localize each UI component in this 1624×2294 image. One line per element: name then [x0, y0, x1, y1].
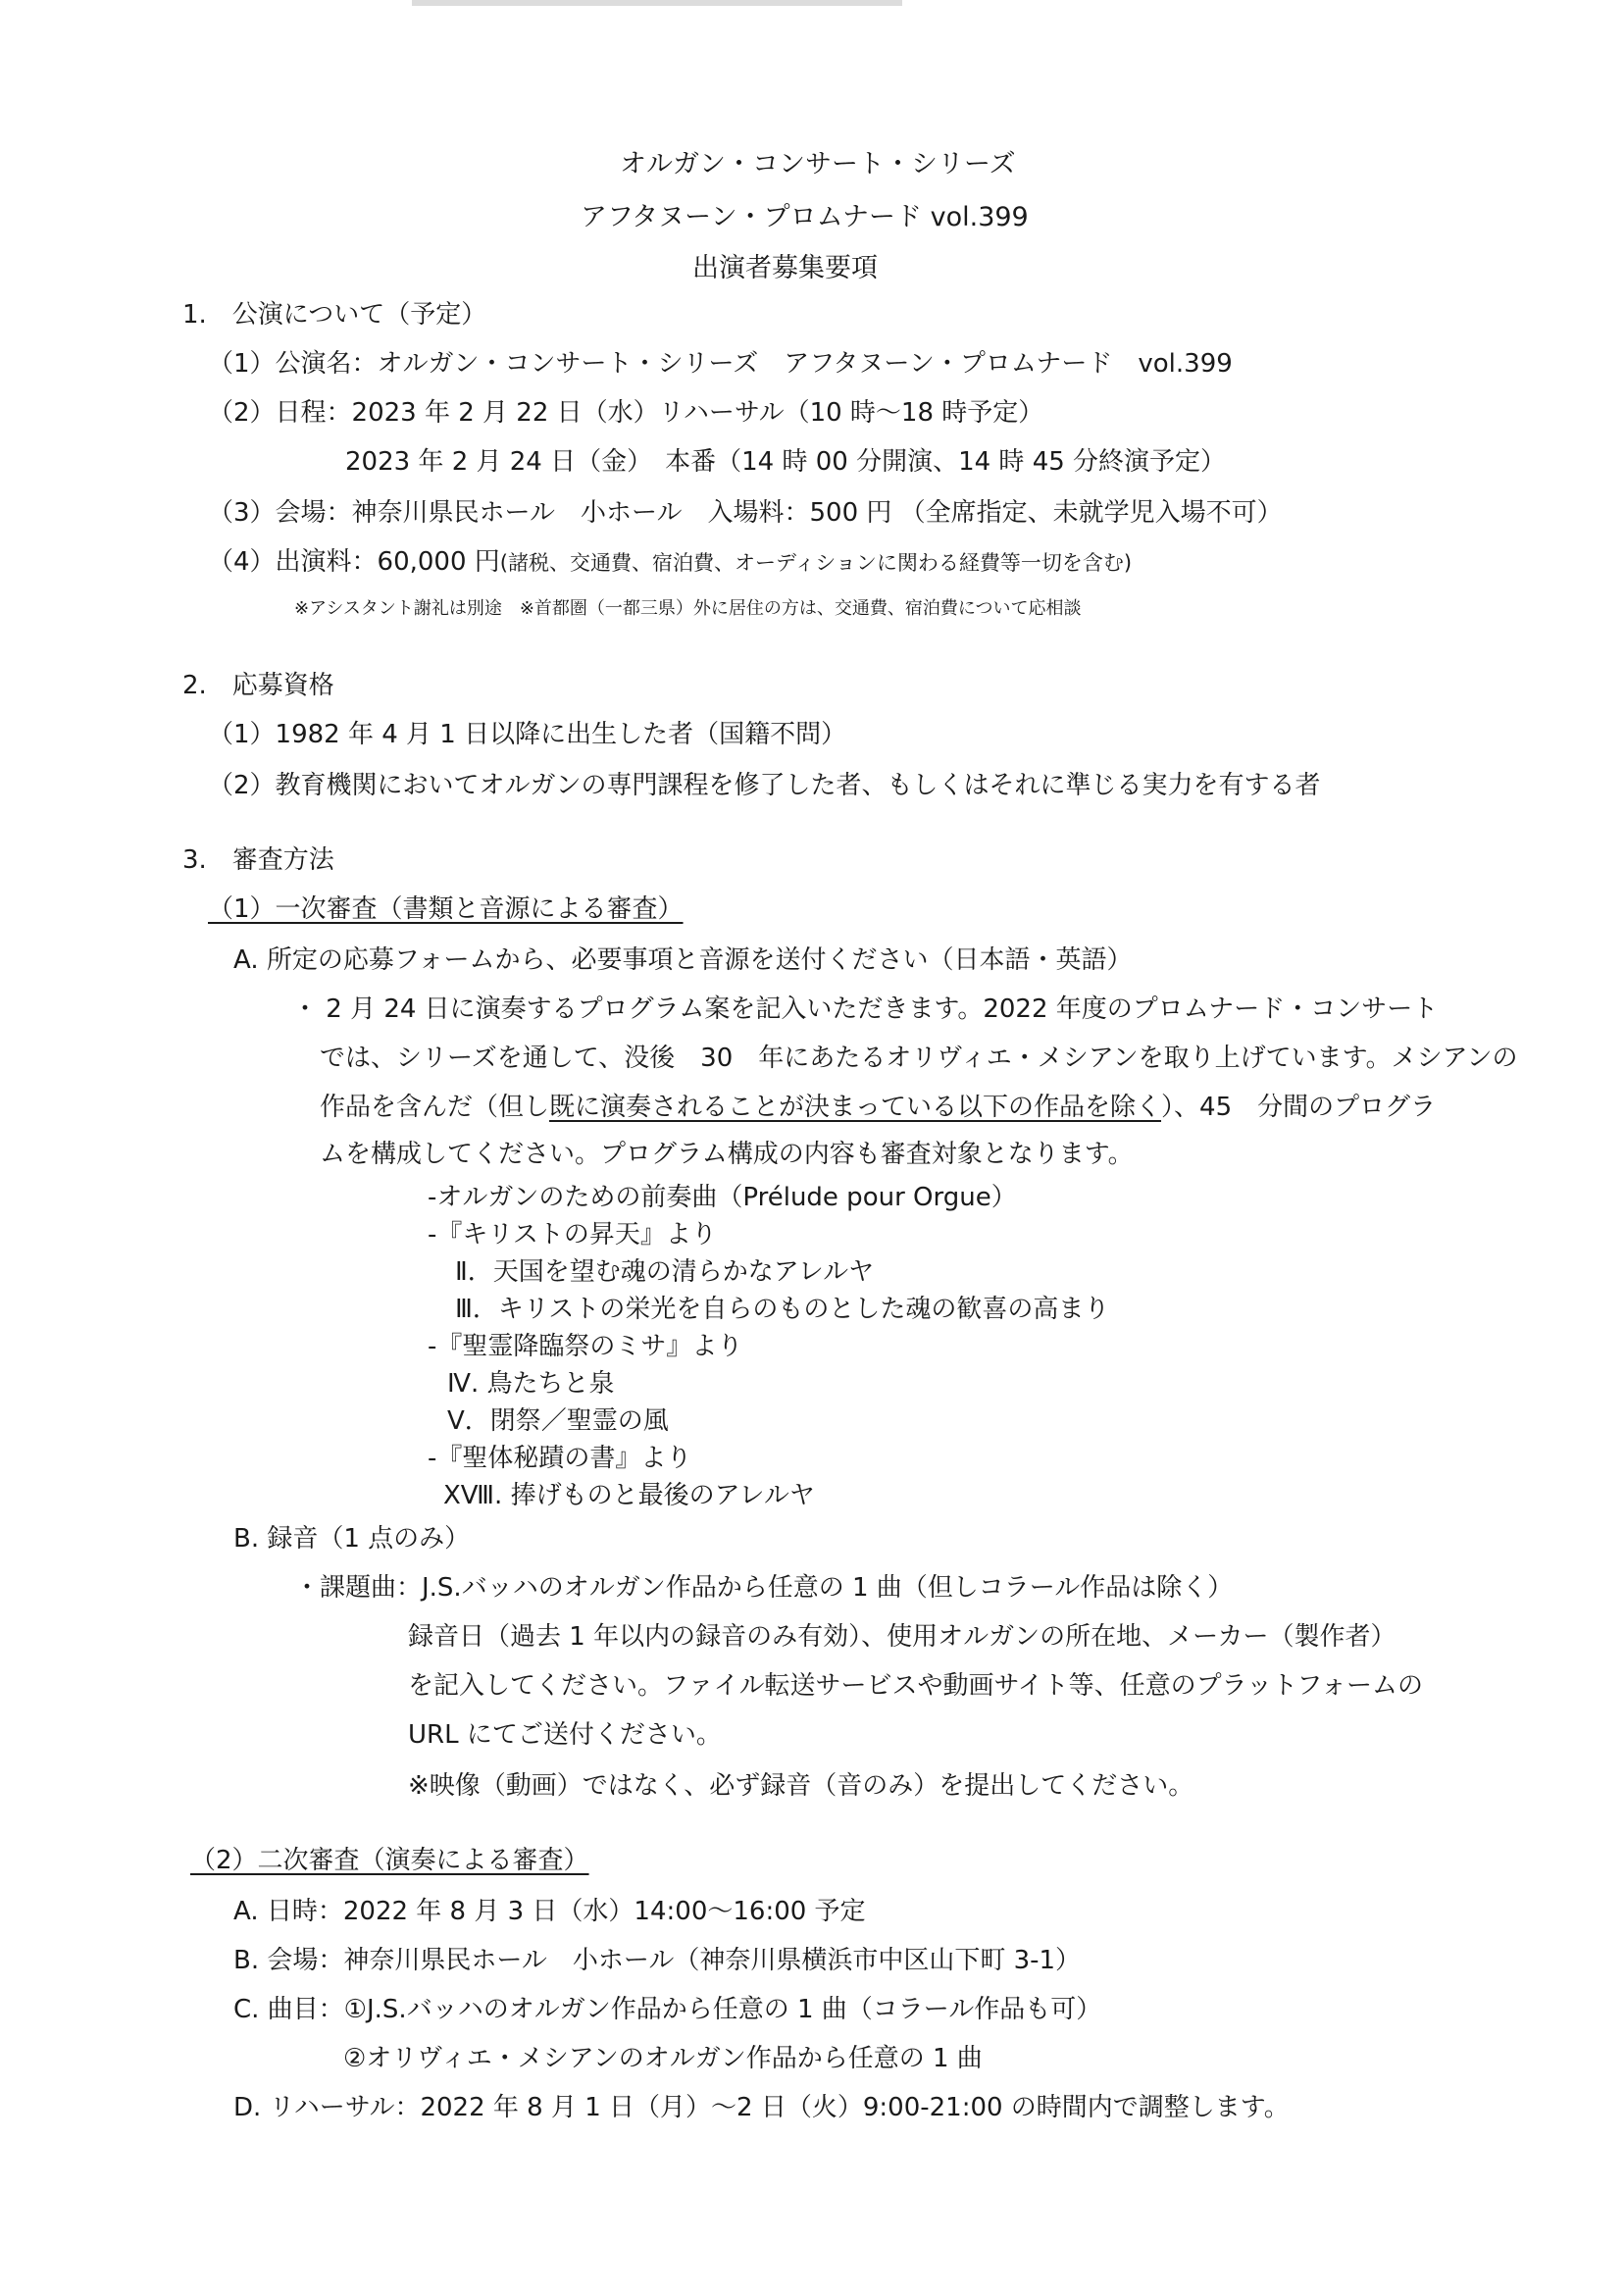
s3-b-5: ※映像（動画）ではなく、必ず録音（音のみ）を提出してください。: [408, 1771, 1194, 1801]
s3-para-3c: ）、45 分間のプログラ: [1161, 1093, 1437, 1122]
s2-item-2: （2）教育機関においてオルガンの専門課程を修了した者、もしくはそれに準じる実力を有する者: [208, 771, 1321, 800]
s3-2c-1: C. 曲目：①J.S.バッハのオルガン作品から任意の 1 曲（コラール作品も可）: [233, 1995, 1102, 2024]
s1-item-3: （3）会場：神奈川県民ホール 小ホール 入場料：500 円 （全席指定、未就学児入場不可）: [208, 498, 1283, 528]
work-item: -『キリストの昇天』より: [428, 1220, 717, 1249]
s1-item-2a: （2）日程：2023 年 2 月 22 日（水）リハーサル（10 時～18 時予定）: [208, 398, 1044, 428]
document-title: 出演者募集要項: [692, 253, 878, 283]
s3-para-3: [320, 1095, 1436, 1120]
s1-note: ※アシスタント謝礼は別途 ※首都圏（一都三県）外に居住の方は、交通費、宿泊費について応相談: [294, 598, 1082, 619]
s3-b-2: 録音日（過去 1 年以内の録音のみ有効）、使用オルガンの所在地、メーカー（製作者）: [408, 1622, 1396, 1652]
s1-item-1: （1）公演名：オルガン・コンサート・シリーズ アフタヌーン・プロムナード vol.399: [208, 349, 1233, 379]
work-item: -『聖体秘蹟の書』より: [428, 1444, 692, 1473]
s3-b-4: URL にてご送付ください。: [408, 1720, 722, 1750]
s1-item-4-note: (諸税、交通費、宿泊費、オーディションに関わる経費等一切を含む): [499, 551, 1133, 575]
s3-2c-2: ②オリヴィエ・メシアンのオルガン作品から任意の 1 曲: [343, 2044, 983, 2073]
section-1-heading: 1. 公演について（予定）: [182, 300, 487, 330]
s3-a: A. 所定の応募フォームから、必要事項と音源を送付ください（日本語・英語）: [233, 945, 1133, 975]
s1-item-4: [208, 549, 1132, 575]
s3-b-3: を記入してください。ファイル転送サービスや動画サイト等、任意のプラットフォームの: [408, 1671, 1424, 1701]
s3-sub-1: （1）一次審査（書類と音源による審査）: [208, 894, 684, 924]
s3-2d: D. リハーサル：2022 年 8 月 1 日（月）～2 日（火）9:00-21:00 の時間内で調整します。: [233, 2093, 1290, 2122]
s2-item-1: （1）1982 年 4 月 1 日以降に出生した者（国籍不問）: [208, 720, 847, 749]
s3-b-1: ・課題曲：J.S.バッハのオルガン作品から任意の 1 曲（但しコラール作品は除く）: [294, 1573, 1234, 1603]
section-2-heading: 2. 応募資格: [182, 671, 334, 700]
s3-b: B. 録音（1 点のみ）: [233, 1524, 471, 1554]
s3-para-3-underlined: 既に演奏されることが決まっている以下の作品を除く: [549, 1093, 1162, 1122]
s3-2b: B. 会場：神奈川県民ホール 小ホール（神奈川県横浜市中区山下町 3-1）: [233, 1946, 1082, 1975]
work-item: Ⅳ. 鳥たちと泉: [447, 1369, 615, 1399]
s3-para-3a: 作品を含んだ（但し: [320, 1093, 550, 1122]
section-3-heading: 3. 審査方法: [182, 845, 334, 875]
series-title: オルガン・コンサート・シリーズ: [620, 149, 1016, 179]
s3-para-2: では、シリーズを通して、没後 30 年にあたるオリヴィエ・メシアンを取り上げています。メシアンの: [320, 1044, 1518, 1073]
s3-2a: A. 日時：2022 年 8 月 3 日（水）14:00～16:00 予定: [233, 1897, 866, 1926]
s1-item-2b: 2023 年 2 月 24 日（金） 本番（14 時 00 分開演、14 時 45 分終演予定）: [345, 447, 1227, 477]
s1-item-4-main: （4）出演料：60,000 円: [208, 547, 500, 577]
work-item: -オルガンのための前奏曲（Prélude pour Orgue）: [428, 1183, 1017, 1212]
work-item: Ⅱ．天国を望む魂の清らかなアレルヤ: [455, 1257, 875, 1287]
work-item: XⅧ. 捧げものと最後のアレルヤ: [443, 1481, 815, 1510]
s3-sub-2: （2）二次審査（演奏による審査）: [190, 1846, 589, 1875]
s3-para-1: ・ 2 月 24 日に演奏するプログラム案を記入いただきます。2022 年度のプロムナード・コンサート: [292, 994, 1439, 1024]
s3-para-4: ムを構成してください。プログラム構成の内容も審査対象となります。: [320, 1140, 1134, 1169]
work-item: -『聖霊降臨祭のミサ』より: [428, 1332, 743, 1361]
work-item: Ⅲ．キリストの栄光を自らのものとした魂の歓喜の高まり: [455, 1295, 1110, 1324]
scan-edge-mark: [412, 0, 902, 6]
work-item: Ⅴ．閉祭／聖霊の風: [447, 1406, 669, 1436]
concert-title: アフタヌーン・プロムナード vol.399: [581, 202, 1029, 232]
